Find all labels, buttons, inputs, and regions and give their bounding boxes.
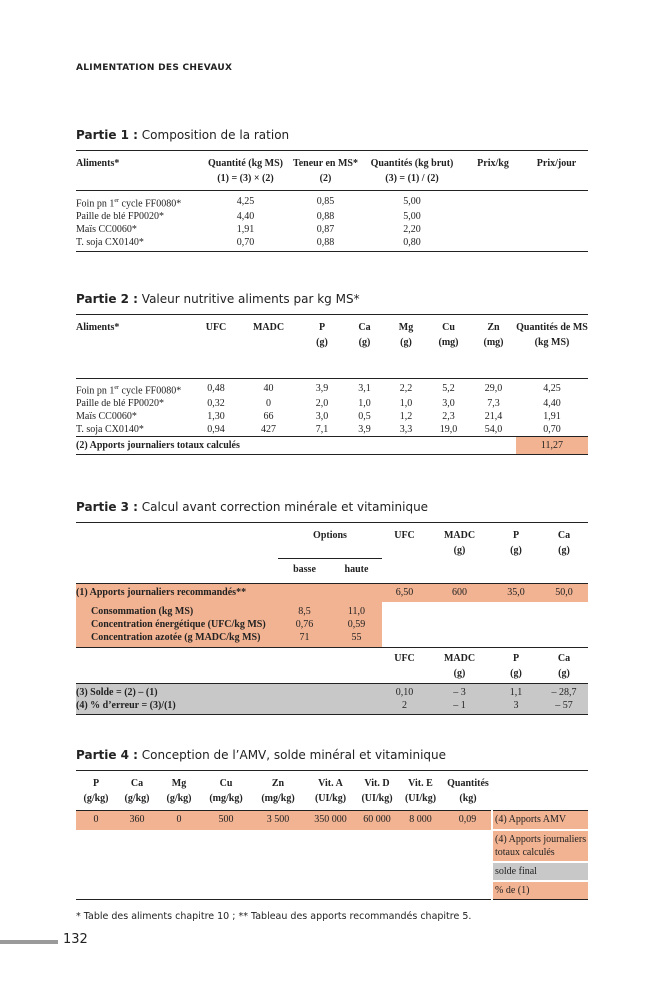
table-header-row: Aliments* Quantité (kg MS) (1) = (3) × (2) Teneur en MS* (2) Quantités (kg brut) (3) = (1) / (2) Prix/kg Prix/jour: [76, 151, 588, 187]
part2-title: Partie 2 : Valeur nutritive aliments par kg MS*: [76, 292, 360, 306]
amv-values-row: 0 360 0 500 3 500 350 000 60 000 8 000 0,09 (4) Apports AMV: [76, 811, 588, 831]
table-row: Maïs CC0060* 1,91 0,87 2,20: [76, 224, 421, 236]
table-row: Paille de blé FP0020* 0,32 0 2,0 1,0 1,0 3,0 7,3 4,40: [76, 398, 561, 410]
composition-table: [76, 150, 588, 252]
calculation-table: Options UFC MADC (g) P (g) Ca (g) basse haute (1) Apports journaliers recommandés** 6,50 600 35,0 50,0 Consommation (kg MS) 8,5 11,0 Concentration énergétique (UFC/kg MS) 0,76 0,59 Concentration azotée (g MADC/kg MS) 71 55 UFC MADC (g) P (g) Ca (g) (3) Solde = (2) – (1) 0,10 – 3 1,1 – 28,7 (4) % d’erreur = (3)/(1) 2 – 1 3 – 57: [76, 522, 588, 715]
table-row: T. soja CX0140* 0,70 0,88 0,80: [76, 237, 421, 249]
table-row: Foin pn 1er cycle FF0080* 0,48 40 3,9 3,1 2,2 5,2 29,0 4,25: [76, 383, 561, 397]
table-row: Concentration azotée (g MADC/kg MS) 71 55: [76, 631, 588, 648]
total-row: (2) Apports journaliers totaux calculés 11,27: [76, 437, 588, 455]
page-number: 132: [63, 932, 88, 947]
part3-title: Partie 3 : Calcul avant correction minérale et vitaminique: [76, 500, 429, 514]
running-header: ALIMENTATION DES CHEVAUX: [76, 63, 233, 73]
table-row: T. soja CX0140* 0,94 427 7,1 3,9 3,3 19,0 54,0 0,70: [76, 424, 561, 436]
table-row: Concentration énergétique (UFC/kg MS) 0,76 0,59: [76, 618, 588, 631]
table-row: Foin pn 1er cycle FF0080* 4,25 0,85 5,00: [76, 196, 421, 210]
solde-row: (3) Solde = (2) – (1) 0,10 – 3 1,1 – 28,7: [76, 684, 588, 700]
nutritive-value-table: [76, 314, 588, 455]
page-number-bar: [0, 940, 58, 944]
table-row: Paille de blé FP0020* 4,40 0,88 5,00: [76, 211, 421, 223]
recommended-row: (1) Apports journaliers recommandés** 6,50 600 35,0 50,0: [76, 584, 588, 603]
erreur-row: (4) % d’erreur = (3)/(1) 2 – 1 3 – 57: [76, 699, 588, 715]
amv-table: P (g/kg) Ca (g/kg) Mg (g/kg) Cu (mg/kg) Zn (mg/kg) Vit. A (UI/kg) Vit. D (UI/kg) Vit. E (UI/kg) Quantités (kg) 0 360 0 500 3 500 350 000 60 000 8 000 0,09 (4) Apports AMV (4) Apports journaliers totaux calculés solde final % de (1): [76, 770, 588, 900]
table-row: Maïs CC0060* 1,30 66 3,0 0,5 1,2 2,3 21,4 1,91: [76, 411, 561, 423]
part1-title: Partie 1 : Composition de la ration: [76, 128, 290, 142]
footnote: * Table des aliments chapitre 10 ; ** Tableau des apports recommandés chapitre 5.: [76, 911, 472, 922]
part4-title: Partie 4 : Conception de l’AMV, solde minéral et vitaminique: [76, 748, 447, 762]
table-row: Consommation (kg MS) 8,5 11,0: [76, 602, 588, 618]
table-header-row: Aliments* UFC MADC P (g) Ca (g) Mg (g) Cu (mg) Zn (mg) Quantités de MS (kg MS): [76, 315, 588, 351]
table-header-row: P (g/kg) Ca (g/kg) Mg (g/kg) Cu (mg/kg) Zn (mg/kg) Vit. A (UI/kg) Vit. D (UI/kg) Vit. E (UI/kg) Quantités (kg): [76, 771, 588, 807]
